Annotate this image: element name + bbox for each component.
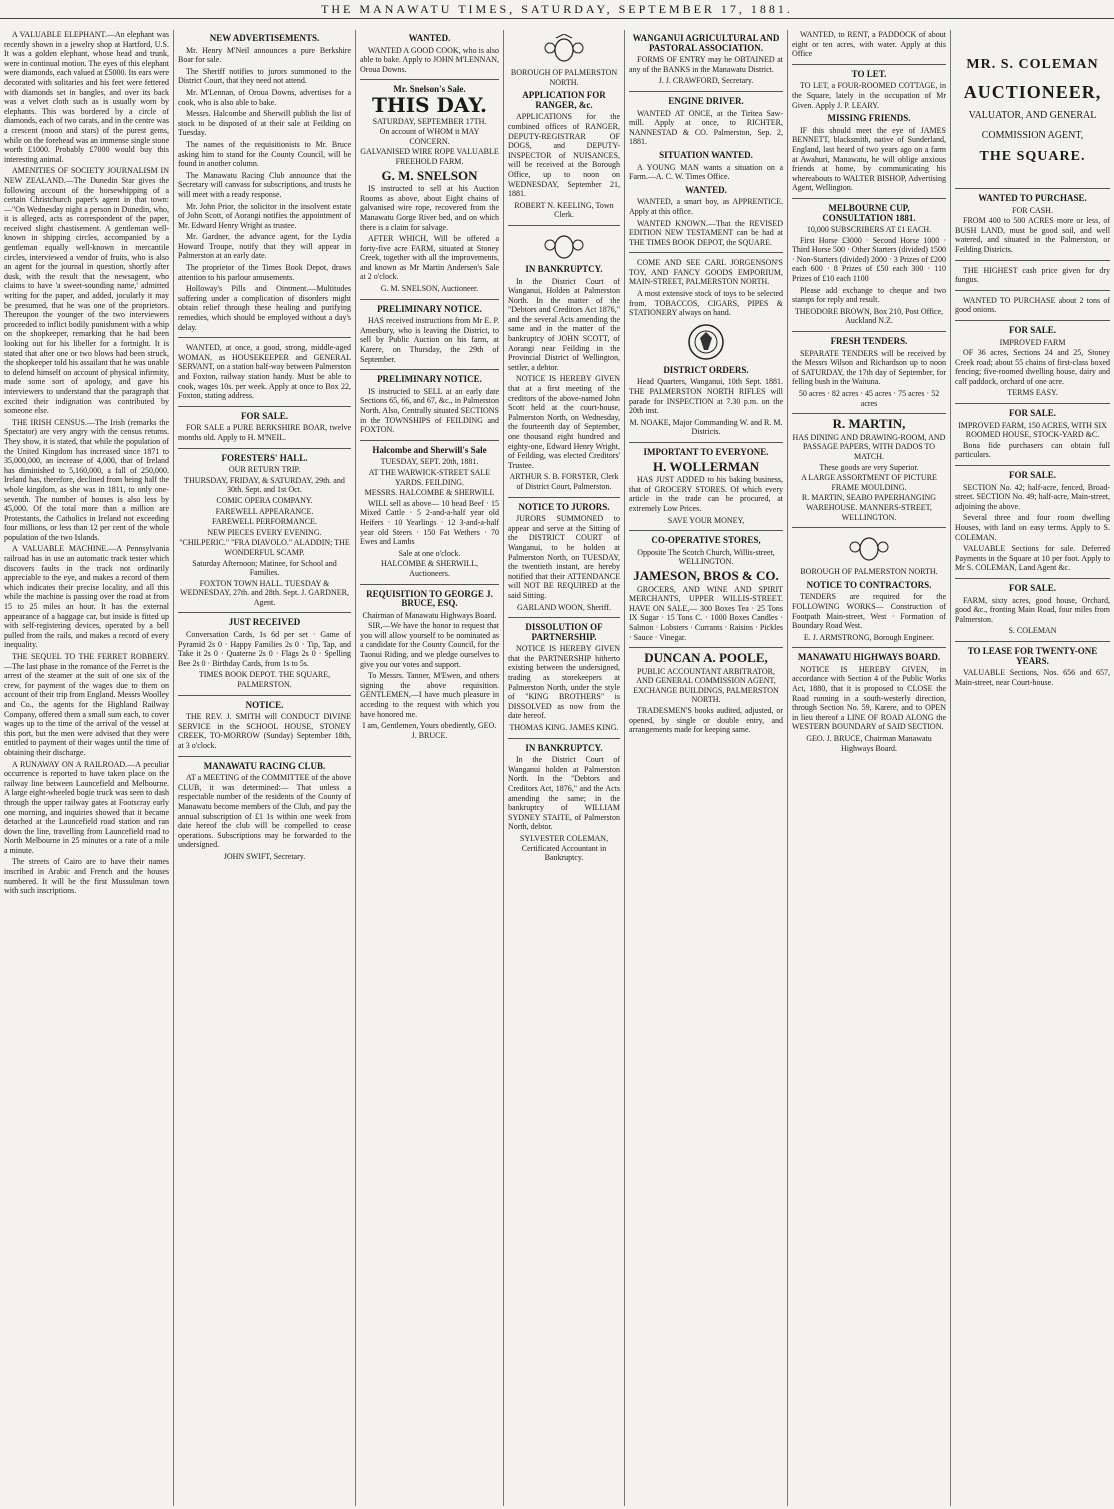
line: 50 acres · 82 acres · 45 acres · 75 acres · 52 acres <box>798 389 940 408</box>
heading: WANTED TO PURCHASE. <box>978 192 1087 203</box>
heading: MELBOURNE CUP, CONSULTATION 1881. <box>822 202 916 223</box>
signature: ARTHUR S. B. FORSTER, Clerk of District Court, Palmerston. <box>509 472 619 491</box>
column-5 <box>625 30 788 1506</box>
divider <box>360 299 499 300</box>
ad-prize-list: First Horse £3000 · Second Horse 1000 · Third Horse 500 · Other Starters (divided) 1500 · Non-Starters (divided) 2000 · 3 Prizes of £200 each 600 · 8 Prizes of £50 each 300 · 110 Prizes of £10 each 1100 <box>792 235 946 284</box>
line: TIMES BOOK DEPOT. THE SQUARE, PALMERSTON. <box>198 670 331 690</box>
divider <box>955 290 1110 291</box>
column-7 <box>951 30 1114 1506</box>
divider <box>360 584 499 585</box>
divider <box>178 695 351 696</box>
columns <box>0 30 1114 1509</box>
heading: SITUATION WANTED. <box>659 149 753 160</box>
column-3 <box>356 30 504 1506</box>
ad-text: TENDERS are required for the FOLLOWING WORKS— Construction of Footpath Main-street, West · Formation of Boundary Road West. <box>792 592 946 631</box>
ad-text: NOTICE IS HEREBY GIVEN, in accordance with Section 4 of the Public Works Act, 1880, that it is proposed to CLOSE the Road running in a south-westerly direction, through Section No. 59, Karere, and to OPEN in lieu thereof a LINE OF ROAD ALONG the WESTERN BOUNDARY of SAID SECTION. <box>792 664 946 732</box>
heading: REQUISITION TO GEORGE J. BRUCE, ESQ. <box>366 588 493 609</box>
divider <box>792 527 946 528</box>
heading: FOR SALE. <box>1008 324 1056 335</box>
ad-text: HAS received instructions from Mr E. P. Amesbury, who is leaving the District, to sell by Public Auction on his farm, at Karere, on Thursday, the 29th of September. <box>360 316 499 364</box>
divider <box>955 188 1110 189</box>
ad-racing: AT a MEETING of the COMMITTEE of the above CLUB, it was determined:— That unless a respectable number of the residents of the County of Manawatu become members of the Club, and pay the annual subscription of £1 1s within one week from date hereof the club will be compelled to cease operations. Subscriptions may be forwarded to the undersigned. <box>178 773 351 850</box>
new-ads-heading: NEW ADVERTISEMENTS. <box>209 33 320 43</box>
divider <box>178 612 351 613</box>
advertiser-name: H. WOLLERMAN <box>653 458 759 474</box>
heading: MANAWATU HIGHWAYS BOARD. <box>797 652 941 663</box>
coat-of-arms-icon <box>542 34 586 64</box>
heading: FOR SALE. <box>240 410 288 421</box>
ad-text: THE HIGHEST cash price given for dry fungus. <box>955 265 1110 285</box>
ad-text: NOTICE IS HEREBY GIVEN that at a first meeting of the creditors of the above-named John Scott held at the court-house, Palmerston North, on Wednesday, the fourteenth day of September, one thousand eight hundred and eighty-one, Edward Henry Wright, of Feilding, was elected Creditors' Trustee. <box>508 374 620 470</box>
auctioneer-name: G. M. SNELSON <box>381 167 478 183</box>
divider <box>508 497 620 498</box>
signature: R. MARTIN, SEABO PAPERHANGING WAREHOUSE. MANNERS-STREET, WELLINGTON. <box>801 493 937 522</box>
ad-text: WANTED KNOWN.—That the REVISED EDITION NEW TESTAMENT can be had at THE TIMES BOOK DEPOT, the SQUARE. <box>629 218 783 247</box>
notice: The Sheriff notifies to jurors summoned to the District Court, that they need not attend. <box>178 66 351 86</box>
coat-of-arms-icon <box>847 533 891 563</box>
signature: G. M. SNELSON, Auctioneer. <box>380 284 479 294</box>
heading: PRELIMINARY NOTICE. <box>377 374 482 385</box>
heading: FORESTERS' HALL. <box>221 452 308 463</box>
line: A LARGE ASSORTMENT OF PICTURE FRAME MOULDING. <box>801 473 937 492</box>
coleman-name: MR. S. COLEMAN <box>966 57 1099 72</box>
line: On account of WHOM it MAY CONCERN. <box>379 127 480 146</box>
ad-stock-list: WILL sell as above— 10 head Beef · 15 Mixed Cattle · 5 2-and-a-half year old Heifers · 10 Yearlings · 12 3-and-a-half year old Steers · 150 Fat Wethers · 70 Ewes and Lambs <box>360 498 499 547</box>
ad-text: IS instructed to SELL at an early date Sections 65, 66, and 67, &c., in Palmerston North. Also, Centrally situated SECTIONS in the TOWNSHIPS of FEILDING and FOXTON. <box>360 386 499 435</box>
signature: SYLVESTER COLEMAN, Certificated Accountant in Bankruptcy. <box>519 833 609 863</box>
ad-text: In the District Court of Wanganui, Holden at Palmerston North. In the matter of the "Debtors and Creditors Act 1876," and the several Acts amending the same and in the matter of the bankruptcy of JOHN SCOTT, of Aorangi near Feilding in the Provincial District of Wellington, settler, a debtor. <box>508 276 620 372</box>
line: FOR CASH. <box>1012 205 1053 215</box>
heading: IN BANKRUPTCY. <box>525 742 603 753</box>
signature: E. J. ARMSTRONG, Borough Engineer. <box>803 632 935 642</box>
divider <box>178 448 351 449</box>
heading: ENGINE DRIVER. <box>668 95 744 106</box>
notice-holloway: Holloway's Pills and Ointment.—Multitudes suffering under a complication of disorders might obtain relief through these healing and purifying remedies, which should be employed without a day's delay. <box>178 284 351 332</box>
line: Sale at one o'clock. <box>398 548 461 558</box>
signature: J. J. CRAWFORD, Secretary. <box>658 76 754 86</box>
signature: HALCOMBE & SHERWILL, Auctioneers. <box>380 559 479 578</box>
ad-text: VALUABLE Sections for sale. Deferred Payments in the Square at 10 per foot. Apply to Mr S. COLEMAN, Land Agent &c. <box>955 544 1110 573</box>
line: These goods are very Superior. <box>819 462 919 472</box>
ad-text: A most extensive stock of toys to be selected from. TOBACCOS, CIGARS, PIPES & STATIONERY always on hand. <box>629 289 783 318</box>
ad-reply: To Messrs. Tanner, M'Ewen, and others signing the above requisition. GENTLEMEN,—I have much pleasure in acceding to the request with which you have honored me. <box>360 671 499 719</box>
heading: MISSING FRIENDS. <box>827 113 911 124</box>
divider <box>629 647 783 648</box>
signature: ROBERT N. KEELING, Town Clerk. <box>514 200 614 220</box>
divider <box>178 406 351 407</box>
heading: WANTED. <box>685 184 727 195</box>
heading: FOR SALE. <box>1008 470 1056 481</box>
ad-requisition: SIR,—We have the honor to request that you will allow yourself to be nominated as a candidate for the County Council, for the Taonui Riding, and we pledge ourselves to give you our votes and support. <box>360 621 499 669</box>
line: FAREWELL APPEARANCE. <box>215 506 314 516</box>
line: "CHILPERIC." "FRA DIAVOLO." ALADDIN; THE WONDERFUL SCAMP. <box>179 538 350 557</box>
heading: IN BANKRUPTCY. <box>525 263 603 274</box>
line: Saturday Afternoon; Matinee, for School and Families. <box>192 558 337 578</box>
signature: M. NOAKE, Major Commanding W. and R. M. Districts. <box>629 417 783 437</box>
notice: Mr. Henry M'Neil announces a pure Berkshire Boar for sale. <box>178 45 351 65</box>
heading: FOR SALE. <box>1008 408 1056 419</box>
ad-text: SEPARATE TENDERS will be received by the Messrs Wilson and Richardson up to noon of SATURDAY, the 17th day of September, for felling bush in the Waituna. <box>792 348 946 387</box>
line: HAS DINING AND DRAWING-ROOM, AND PASSAGE PAPERS, WITH DADOS TO MATCH. <box>792 432 946 461</box>
divider <box>792 64 946 65</box>
line: 10,000 SUBSCRIBERS AT £1 EACH. <box>806 225 932 235</box>
coat-of-arms-icon <box>542 231 586 261</box>
notice: The Manawatu Racing Club announce that the Secretary will canvass for subscriptions, and trusts he will meet with a ready response. <box>178 170 351 199</box>
line: COMMISSION AGENT, <box>981 129 1084 141</box>
line: FOXTON TOWN HALL. TUESDAY & WEDNESDAY, 27th. and 28th. Sept. J. GARDNER, Agent. <box>180 578 349 607</box>
ad-text: WANTED AT ONCE, at the Tiritea Saw-mill. Apply at once, to RICHTER, NANNESTAD & CO. Palmerston, Sep. 2, 1881. <box>629 108 783 147</box>
signature: THOMAS KING. JAMES KING. <box>509 723 619 733</box>
heading: DISSOLUTION OF PARTNERSHIP. <box>525 622 603 642</box>
notice: The proprietor of the Times Book Depot, draws attention to his parlour amusements. <box>178 263 351 282</box>
ad-text: Bona fide purchasers can obtain full particulars. <box>955 440 1110 460</box>
divider <box>955 465 1110 466</box>
column-1 <box>0 30 174 1506</box>
heading: FOR SALE. <box>1008 582 1056 593</box>
ad-text: APPLICATIONS for the combined offices of RANGER, DEPUTY-REGISTRAR OF DOGS, and DEPUTY-INSPECTOR of NUISANCES, will be received at the Borough Office, up to noon on WEDNESDAY, September 21, 1881. <box>508 112 620 199</box>
line: MESSRS. HALCOMBE & SHERWILL <box>364 488 495 498</box>
ad-boar: FOR SALE a PURE BERKSHIRE BOAR, twelve months old. Apply to H. M'NEIL. <box>178 423 351 442</box>
heading: NOTICE TO JURORS. <box>518 501 610 512</box>
ad-text: VALUABLE Sections, Nos. 656 and 657, Main-street, near Court-house. <box>955 668 1110 687</box>
signature: S. COLEMAN <box>1008 626 1057 636</box>
line: TERMS EASY. <box>1007 388 1058 398</box>
divider <box>629 530 783 531</box>
ad-text: WANTED, to RENT, a PADDOCK of about eight or ten acres, with water. Apply at this Office <box>792 30 946 59</box>
ad-text: AFTER WHICH, Will be offered a forty-five acre FARM, situated at Stoney Creek, together with all the improvements, and known as Mr Martin Andersen's Sale at 2 o'clock. <box>360 234 499 282</box>
ad-text: FORMS OF ENTRY may be OBTAINED at any of the BANKS in the Manawatu District. <box>629 55 783 74</box>
column-6 <box>788 30 951 1506</box>
ad-text: Please add exchange to cheque and two stamps for reply and result. <box>792 285 946 305</box>
heading: JUST RECEIVED <box>228 617 301 628</box>
heading: Mr. Snelson's Sale. <box>393 84 466 95</box>
coleman-auctioneer: AUCTIONEER, <box>963 81 1102 102</box>
masthead: THE MANAWATU TIMES, SATURDAY, SEPTEMBER 17, 1881. <box>0 0 1114 19</box>
divider <box>629 252 783 253</box>
signature: THEODORE BROWN, Box 210, Post Office, Auckland N.Z. <box>794 306 944 326</box>
line: COMIC OPERA COMPANY. <box>216 495 313 505</box>
notice: Mr. Gardner, the advance agent, for the Lydia Howard Troupe, notify that they will appear in Palmerston at an early date. <box>178 232 351 261</box>
heading: Halcombe and Sherwill's Sale <box>372 444 487 455</box>
column-2 <box>174 30 356 1506</box>
ad-text: OF 36 acres, Sections 24 and 25, Stoney Creek road; about 55 chains of first-class boxed fencing; five-roomed dwelling house, dairy and calf paddock, orchard of one acre. <box>955 348 1110 386</box>
ad-text: WANTED TO PURCHASE about 2 tons of good onions. <box>955 295 1110 315</box>
advertiser-name: R. MARTIN, <box>832 416 906 432</box>
signature: I am, Gentlemen, Yours obediently, GEO. J. BRUCE. <box>362 721 497 740</box>
article-machine: A VALUABLE MACHINE.—A Pennsylvania railroad has in use an automatic track tester which discovers faults in the track not ordinarily appreciable to the eye, and makes a record of them which indicates their precise locality, and all this while the machine is passing over the road at from 15 to 25 miles an hour. It has the external appearance of a baggage car, but inside is fitted up with self-registering devices, operated by a bell pulled from the rails, and makes a record of every inequality. <box>4 544 169 650</box>
heading: WANTED. <box>408 33 451 43</box>
divider <box>508 617 620 618</box>
line: PUBLIC ACCOUNTANT ARBITRATOR, AND GENERAL COMMISSION AGENT, EXCHANGE BUILDINGS, PALMERSTON NORTH. <box>633 666 779 705</box>
line: TUESDAY, SEPT. 20th, 1881. <box>380 457 479 467</box>
line: VALUATOR, AND GENERAL <box>968 110 1097 122</box>
line: IMPROVED FARM, 150 ACRES, WITH SIX ROOMED HOUSE, STOCK-YARD &C. <box>958 420 1107 440</box>
advertiser-name: DUNCAN A. POOLE, <box>644 650 768 666</box>
notice: The names of the requisitionists to Mr. Bruce asking him to stand for the County Council, will be found in another column. <box>178 139 351 169</box>
line: FAREWELL PERFORMANCE. <box>212 517 317 527</box>
ad-service: THE REV. J. SMITH will CONDUCT DIVINE SERVICE in the SCHOOL HOUSE, STONEY CREEK, TO-MORROW (Sunday) September 18th, at 3 o'clock. <box>178 712 351 750</box>
signature: JOHN SWIFT, Secretary. <box>223 851 306 861</box>
divider <box>792 331 946 332</box>
article-cairo: The streets of Cairo are to have their names inscribed in Arabic and French and the houses numbered. It will be the first Mussulman town with such inscriptions. <box>4 857 169 896</box>
ad-text: FROM 400 to 500 ACRES more or less, of BUSH LAND, must be good soil, and well watered, and situated in the Palmerston, or Feilding Districts. <box>955 216 1110 254</box>
ad-text: SECTION No. 42; half-acre, fenced, Broad-street. SECTION No. 49; half-acre, Main-street, adjoining the above. <box>955 482 1110 511</box>
ad-text: TRADESMEN'S books audited, adjusted, or opened, by single or double entry, and arrangements made for keeping same. <box>629 706 783 735</box>
ad-text: NOTICE IS HEREBY GIVEN that the PARTNERSHIP hitherto existing between the undersigned, trading as storekeepers at Palmerston North, under the style of "KING BROTHERS" is DISSOLVED as now from the date hereof. <box>508 644 620 721</box>
line: BOROUGH OF PALMERSTON NORTH. <box>800 567 938 577</box>
divider <box>955 403 1110 404</box>
column-4 <box>504 30 625 1506</box>
ad-wanted-woman: WANTED, at once, a good, strong, middle-aged WOMAN, as HOUSEKEEPER and GENERAL SERVANT, on a station half-way between Palmerston and Foxton, railway station handy. Must be able to cook, wages 10s. per week. Apply at once to Box 22, Foxton, stating address. <box>178 343 351 401</box>
line: Opposite The Scotch Church, Willis-street, WELLINGTON. <box>637 547 775 567</box>
ad-text: IF this should meet the eye of JAMES BENNETT, blacksmith, native of Sunderland, England, last heard of two years ago on a farm at Awahuri, Manawatu, he will oblige anxious friends at home, by communicating his whereabouts to WALTER BISHOP, Advertising Agent, Wellington. <box>792 125 946 193</box>
line: BOROUGH OF PALMERSTON NORTH. <box>510 68 618 87</box>
divider <box>955 578 1110 579</box>
divider <box>792 198 946 199</box>
article-elephant: A VALUABLE ELEPHANT.—An elephant was recently shown in a jewelry shop at Hartford, U.S. It was a golden elephant, whose head and trunk, were in continual motion. The eyes of this elephant were diamonds, each valued at £5000. Its ears were decorated with solitaries and his feet were fettered with diamonds set in bangles, and over its back was a velvet cloth such as is usually worn by elephants. This was bordered by a circle of diamonds, each of two carats, and in the centre was a crescent (moon and stars) of the purest gems, while on the forehead was an immense single stone worth £1000. Probably £7000 would buy this interesting animal. <box>4 30 169 164</box>
divider <box>360 440 499 441</box>
heading: NOTICE TO CONTRACTORS. <box>806 579 932 590</box>
line: OUR RETURN TRIP. <box>228 465 301 475</box>
heading: APPLICATION FOR RANGER, &c. <box>522 90 606 110</box>
line: IMPROVED FARM <box>999 337 1066 347</box>
ad-text: In the District Court of Wanganui holden at Palmerston North. In the "Debtors and Creditors Act, 1876," and the Acts amending the same; in the bankruptcy of WILLIAM SYDNEY STAITE, of Palmerston North, debtor. <box>508 755 620 832</box>
line: NEW PIECES EVERY EVENING. <box>207 527 322 537</box>
article-irish-census: THE IRISH CENSUS.—The Irish (remarks the Spectator) are very angry with the census returns. They show, it is stated, that while the population of the United Kingdom has increased since 1871 to 35,000,000, an increase of 4,000, that of Ireland has diminished to 5,160,000, a fall of 250,000. Ireland has, therefore, declined from being half the whole kingdom, as she was in 1811, to only one-seventh. The number of houses is also less by 45,000. Of the total more than a million are Protestants, the Catholics in Ireland not exceeding four millions, or less than 12 per cent of the whole population of the two Islands. <box>4 417 169 542</box>
ad-text: WANTED, a smart boy, as APPRENTICE. Apply at this office. <box>629 197 783 216</box>
line: THURSDAY, FRIDAY, & SATURDAY, 29th. and 30th. Sept. and 1st Oct. <box>184 475 345 495</box>
heading: MANAWATU RACING CLUB. <box>203 760 326 771</box>
line: THE SQUARE. <box>979 149 1086 165</box>
ad-text: A YOUNG MAN wants a situation on a Farm.—A. C. W. Times Office. <box>629 162 783 182</box>
ad-text: TO LET, a FOUR-ROOMED COTTAGE, in the Square, lately in the occupation of Mr Given. Apply J. P. LEARY. <box>792 81 946 110</box>
divider <box>508 738 620 739</box>
ad-text: Head Quarters, Wanganui, 10th Sept. 1881. THE PALMERSTON NORTH RIFLES will parade for INSPECTION at 7.30 p.m. on the 20th inst. <box>629 377 783 416</box>
divider <box>955 641 1110 642</box>
notice: Messrs. Halcombe and Sherwill publish the list of stock to be disposed of at their sale at Feilding on Tuesday. <box>178 109 351 138</box>
divider <box>955 260 1110 261</box>
ad-text: GROCERS, AND WINE AND SPIRIT MERCHANTS, UPPER WILLIS-STREET. HAVE ON SALE,— 300 Boxes Tea · 25 Tons IX Sugar · 15 Tons C. · 1000 Boxes Candles · Salmon · Lobsters · Currants · Raisins · Pickles · Sauce · Vinegar. <box>629 584 783 642</box>
ad-text: HAS JUST ADDED to his baking business, that of GROCERY STORES. Of which every article in the trade can be procured, at extremely Low Prices. <box>629 475 783 513</box>
ad-toy: COME AND SEE CARL JORGENSON'S TOY, AND FANCY GOODS EMPORIUM, MAIN-STREET, PALMERSTON NORTH. <box>629 258 783 287</box>
heading: CO-OPERATIVE STORES, <box>651 535 761 546</box>
divider <box>360 79 499 80</box>
heading: TO LET. <box>851 68 887 79</box>
ad-just-received: Conversation Cards, 1s 6d per set · Game of Pyramid 2s 0 · Happy Families 2s 0 · Tip, Tap, and Take it 2s 0 · Quaterne 2s 0 · Flags 2s 0 · Spelling Bee 2s 0 · Birthday Cards, from 1s to 5s. <box>178 630 351 668</box>
divider <box>629 442 783 443</box>
ad-text: IS instructed to sell at his Auction Rooms as above, about Eight chains of galvanised wire rope, recovered from the Manawatu Gorge River bed, and on which there is a claim for salvage. <box>360 184 499 232</box>
notice: Mr. John Prior, the solicitor in the insolvent estate of John Scott, of Aorangi notifies the appointment of Mr. Edward Henry Wright as trustee. <box>178 201 351 230</box>
line: GALVANISED WIRE ROPE VALUABLE FREEHOLD FARM. <box>360 147 499 166</box>
heading: NOTICE. <box>245 699 284 710</box>
heading: IMPORTANT TO EVERYONE. <box>643 447 769 457</box>
divider <box>178 756 351 757</box>
this-day-banner: THIS DAY. <box>371 92 488 117</box>
line: SAVE YOUR MONEY, <box>667 515 745 525</box>
divider <box>360 369 499 370</box>
line: Chairman of Manawatu Highways Board. <box>362 610 497 620</box>
article-ferret: THE SEQUEL TO THE FERRET ROBBERY.—The last phase in the romance of the Ferret is the arrest of the steamer at the suit of one six of the crew, for payment of the wages due to them on account of their trip from England. Messrs Woolley and Co., the agents for the Highland Railway Company, offered them a small sum each, to cover wages up to the time of the arrival of the vessel at this port, but the men were advised that they were entitled to payment of their wages until the time of obtaining their discharge. <box>4 652 169 757</box>
divider <box>955 320 1110 321</box>
article-runaway: A RUNAWAY ON A RAILROAD.—A peculiar occurrence is reported to have taken place on the railway line between Launcefield and Melbourne. A large eight-wheeled bogie truck was seen to dash through the upper railway gates at Footscray early one morning, and inquiries showed that it became detached at the Launcefield road station and ran down the line, travelling from Launcefield road to North Melbourne in 25 minutes or a rate of a mile a minute. <box>4 759 169 855</box>
line: SATURDAY, SEPTEMBER 17TH. <box>372 116 487 126</box>
divider <box>792 413 946 414</box>
ad-text: FARM, sixty acres, good house, Orchard, good &c., fronting Main Road, four miles from Palmerston. <box>955 595 1110 624</box>
notice: Mr. M'Lennan, of Oroua Downs, advertises for a cook, who is also able to bake. <box>178 87 351 107</box>
article-journalism: AMENITIES OF SOCIETY JOURNALISM IN NEW ZEALAND.—The Dunedin Star gives the following account of the horsewhipping of a certain Christchurch paper's agent in that town:—"On Wednesday night a person in Dunedin, who, it is alleged, acts as correspondent of the paper, received slight chastisement. A gentleman well-known in shipping circles, accompanied by a gentleman equally well-known in mercantile circles, interviewed a vendor of fruits, who is also an agent for the journal in question, shortly after dusk, with the result that the newsagent, who claims to have 'a sweet-sounding name,' admitted writing for the paper, and added, jocularly it may be presumed, that he was one of the proprietors. Thereupon the younger of the two interviewers proceeded to inflict bodily punishment with a whip on the shopkeeper, remarking that he had been looking out for his libeller for a fortnight. It is stated that after one or two blows had been struck, the shopkeeper told his assailant that he was unable to defend himself on account of physical infirmity, made some sort of apology, and gave his interviewers to understand that the paragraph that excited their indignation was contributed by someone else. <box>4 166 169 416</box>
divider <box>629 91 783 92</box>
heading: DISTRICT ORDERS. <box>663 364 749 375</box>
signature: GARLAND WOON, Sheriff. <box>517 602 611 612</box>
divider <box>508 225 620 226</box>
advertiser-name: JAMESON, BROS & CO. <box>633 567 779 583</box>
signature: GEO. J. BRUCE, Chairman Manawatu Highways Board. <box>806 734 932 753</box>
ad-text: Several three and four room dwelling Houses, with land on easy terms. Apply to S. COLEMAN. <box>955 513 1110 542</box>
ad-text: JURORS SUMMONED to appear and serve at the Sitting of the DISTRICT COURT of Wanganui, to be holden at Palmerston North, on TUESDAY, the twentieth instant, are hereby notified that their ATTENDANCE will NOT BE REQUIRED at the said Sitting. <box>508 514 620 600</box>
line: AT THE WARWICK-STREET SALE YARDS. FEILDING. <box>368 467 491 487</box>
heading: PRELIMINARY NOTICE. <box>377 303 482 314</box>
divider <box>792 647 946 648</box>
heading: FRESH TENDERS. <box>830 336 908 347</box>
divider <box>178 337 351 338</box>
ad-cook: WANTED A GOOD COOK, who is also able to bake. Apply to JOHN M'LENNAN, Oroua Downs. <box>360 45 499 74</box>
volunteer-badge-icon <box>686 322 726 362</box>
heading: TO LEASE FOR TWENTY-ONE YEARS. <box>967 645 1098 666</box>
heading: WANGANUI AGRICULTURAL AND PASTORAL ASSOCIATION. <box>632 33 780 53</box>
